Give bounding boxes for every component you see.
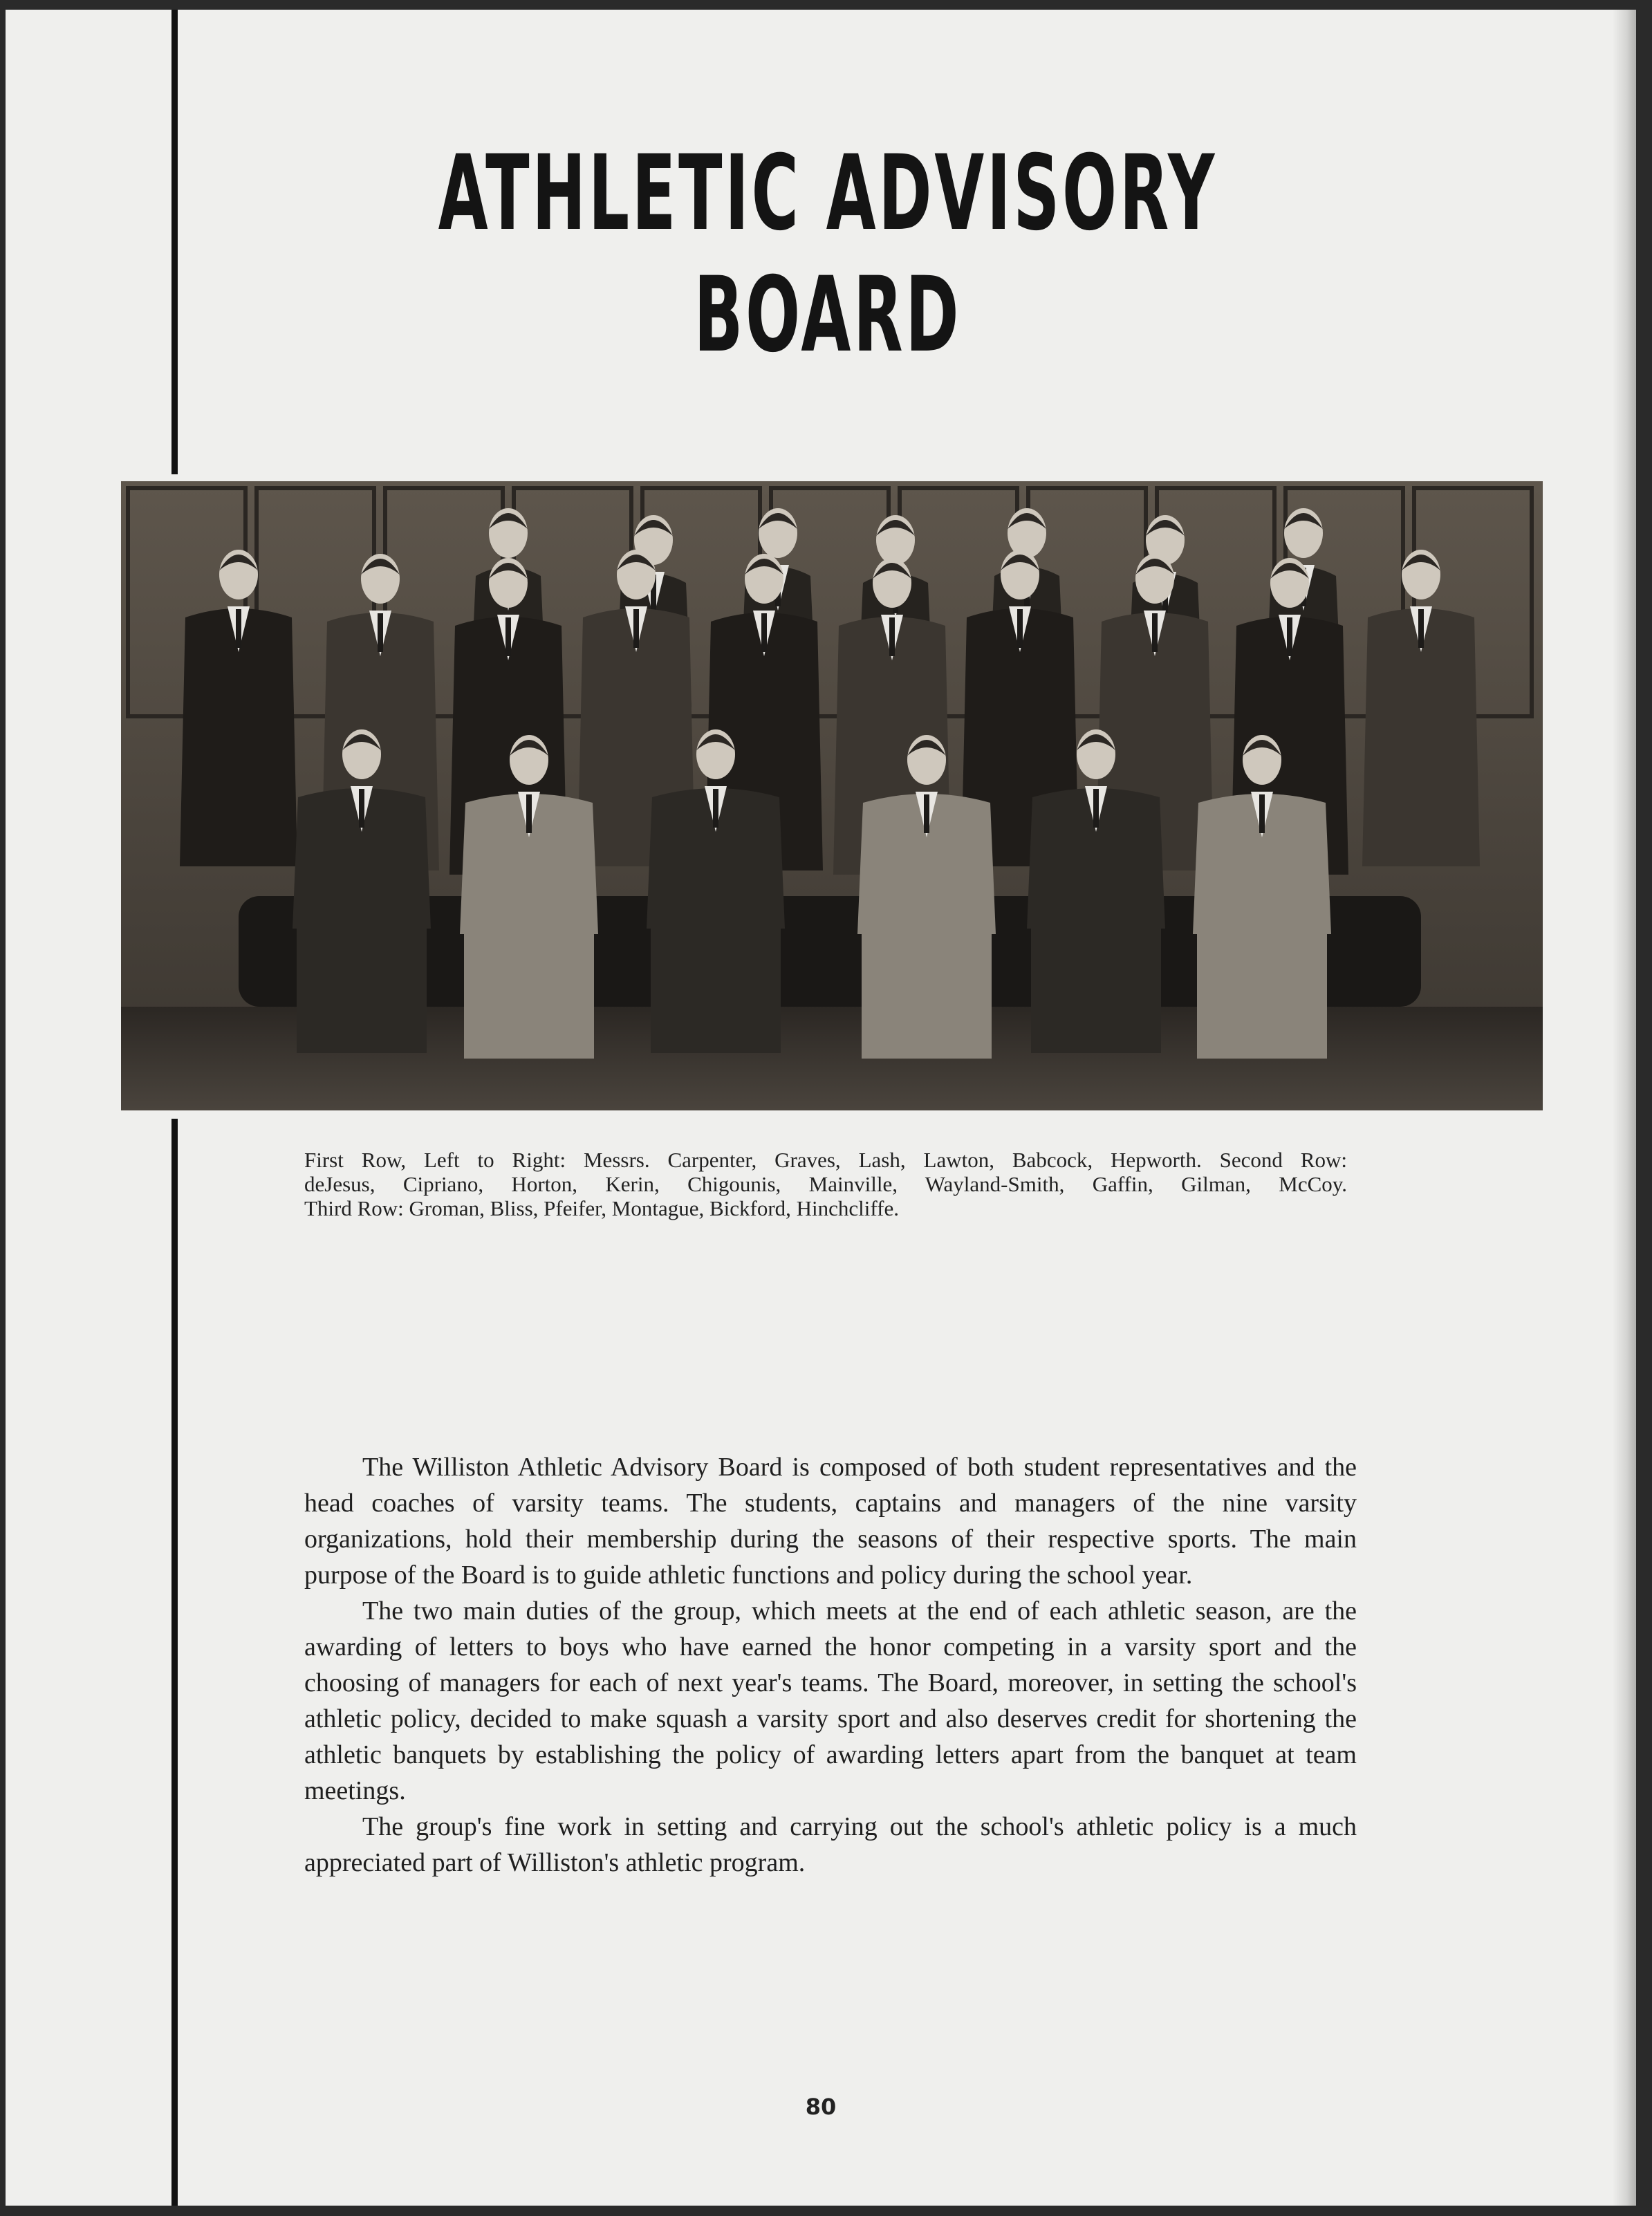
group-photograph <box>121 481 1543 1110</box>
caption-line-1: First Row, Left to Right: Messrs. Carpenter, Graves, Lash, Lawton, Babcock, Hepworth. Second Row: <box>304 1148 1347 1172</box>
photo-caption <box>304 1148 1347 1220</box>
article-body <box>304 1449 1357 1881</box>
page-title <box>322 133 1333 376</box>
paragraph-2: The two main duties of the group, which meets at the end of each athletic season, are the awarding of letters to boys who have earned the honor competing in a varsity sport and the choosing of managers for each of next year's teams. The Board, moreover, in setting the school's athletic policy, decided to make squash a varsity sport and also deserves credit for shortening the athletic banquets by establishing the policy of awarding letters apart from the banquet at team meetings. <box>304 1596 1357 1805</box>
paragraph-1: The Williston Athletic Advisory Board is composed of both student representatives and the head coaches of varsity teams. The students, captains and managers of the nine varsity organizations, hold their membership during the seasons of their respective sports. The main purpose of the Board is to guide athletic functions and policy during the school year. <box>304 1453 1357 1590</box>
margin-rule-bottom <box>171 1119 178 2206</box>
caption-line-2: deJesus, Cipriano, Horton, Kerin, Chigounis, Mainville, Wayland-Smith, Gaffin, Gilman, McCoy. <box>304 1172 1347 1196</box>
group-photograph-icon <box>121 481 1543 1110</box>
caption-line-3: Third Row: Groman, Bliss, Pfeifer, Montague, Bickford, Hinchcliffe. <box>304 1196 899 1220</box>
page-edge-shadow <box>1613 10 1636 2206</box>
yearbook-page <box>6 10 1636 2206</box>
paragraph-3: The group's fine work in setting and carrying out the school's athletic policy is a much appreciated part of Williston's athletic program. <box>304 1812 1357 1877</box>
page-number: 80 <box>805 2094 837 2120</box>
page-title-line-2: BOARD <box>694 255 962 375</box>
margin-rule-top <box>171 10 178 474</box>
page-title-line-1: ATHLETIC ADVISORY <box>438 133 1218 254</box>
